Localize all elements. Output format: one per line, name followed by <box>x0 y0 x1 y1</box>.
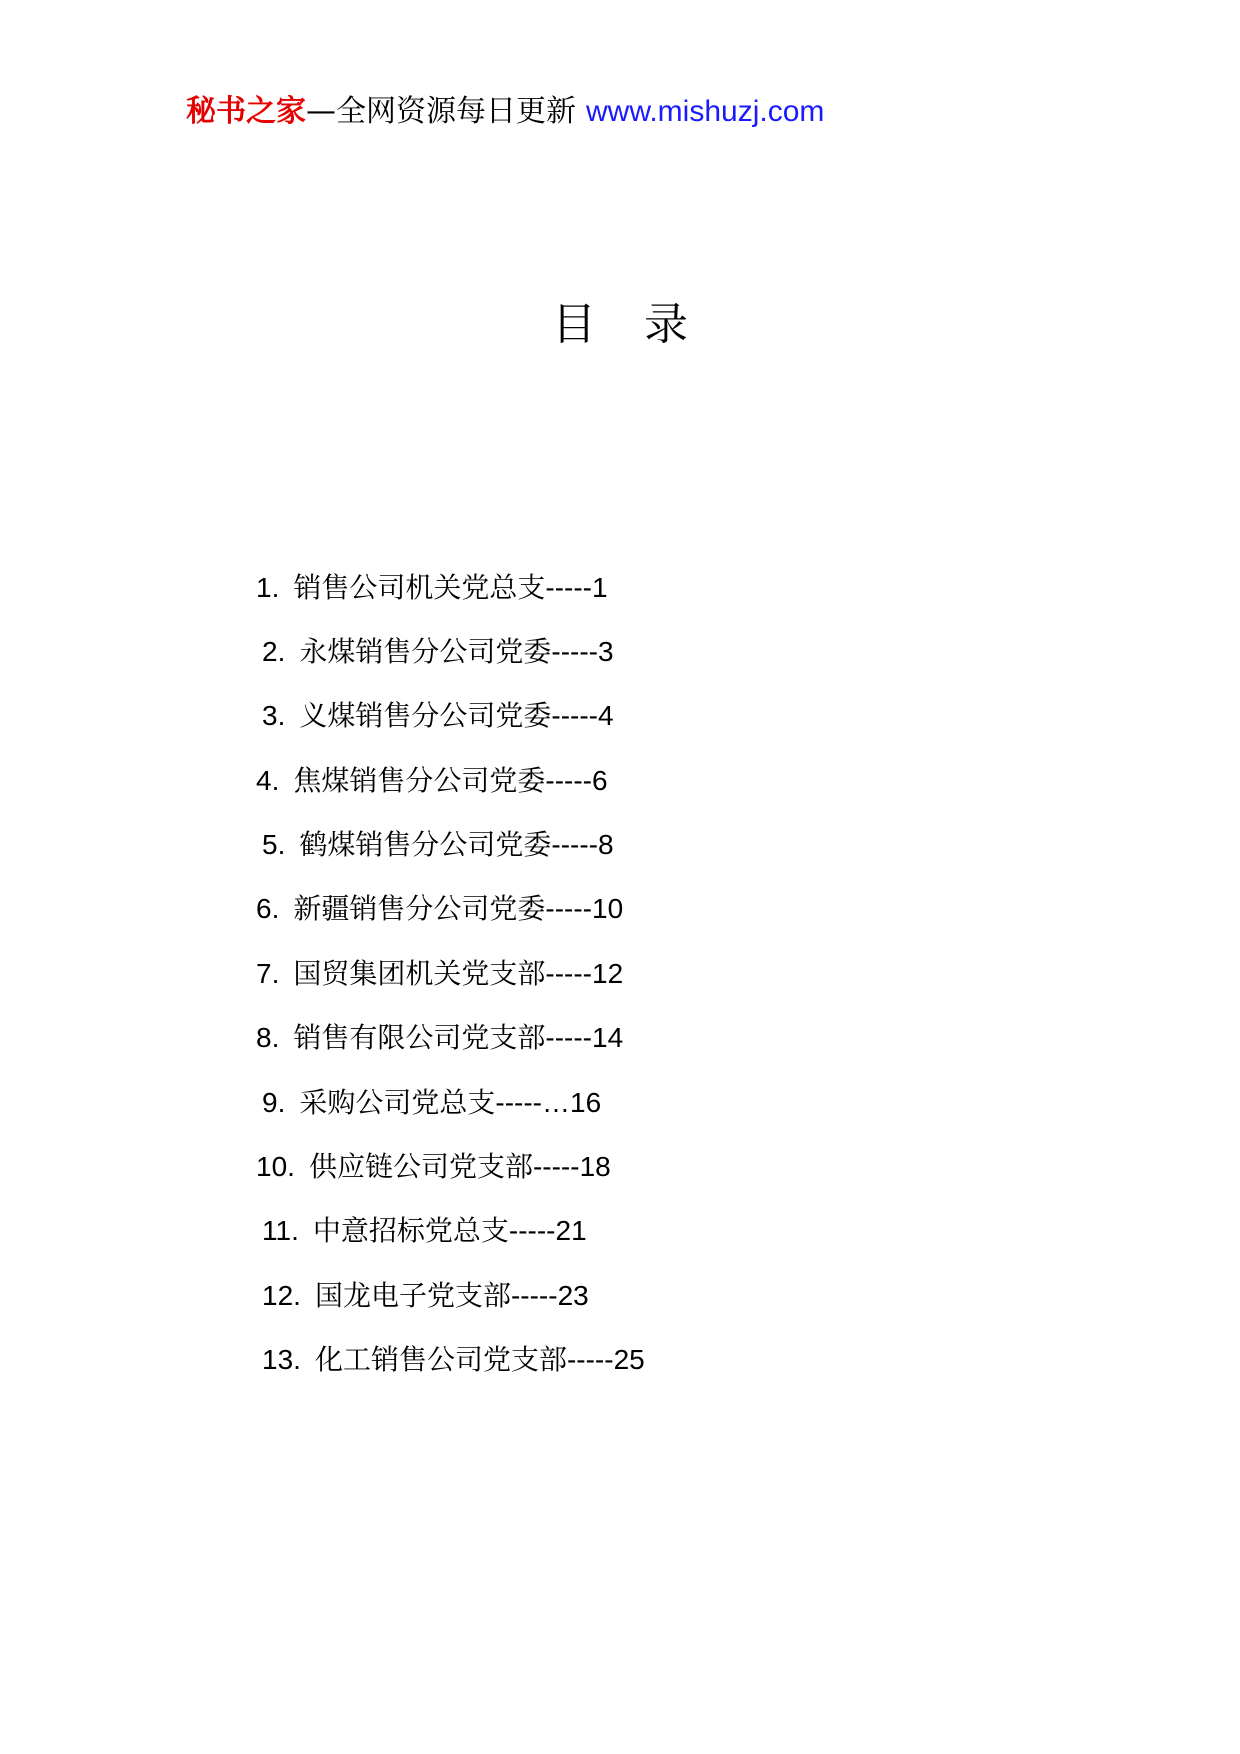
toc-number: 1. <box>256 572 280 603</box>
toc-entry[interactable] <box>262 634 614 670</box>
toc-number: 10. <box>256 1151 295 1182</box>
toc-page-number: 12 <box>592 958 624 989</box>
toc-number: 6. <box>256 893 280 924</box>
toc-leader: -----… <box>495 1087 570 1118</box>
toc-leader: ----- <box>545 958 592 989</box>
title-char-1: 目 <box>552 299 596 350</box>
toc-page-number: 4 <box>598 700 614 731</box>
page-title <box>0 297 1240 353</box>
toc-title: 义煤销售分公司党委 <box>299 699 552 732</box>
toc-entry[interactable] <box>262 1213 587 1249</box>
toc-title: 国龙电子党支部 <box>314 1279 511 1312</box>
toc-page-number: 14 <box>592 1022 624 1053</box>
toc-number: 7. <box>256 958 280 989</box>
toc-title: 焦煤销售分公司党委 <box>293 764 546 797</box>
toc-title: 国贸集团机关党支部 <box>293 957 546 990</box>
toc-entry[interactable] <box>256 763 608 799</box>
toc-number: 9. <box>262 1087 286 1118</box>
toc-entry[interactable] <box>256 1020 623 1056</box>
toc-number: 2. <box>262 636 286 667</box>
toc-leader: ----- <box>545 893 592 924</box>
toc-leader: ----- <box>566 1344 614 1375</box>
toc-leader: ----- <box>545 572 592 603</box>
toc-leader: ----- <box>545 765 592 796</box>
toc-leader: ----- <box>551 636 598 667</box>
toc-number: 12. <box>262 1280 301 1311</box>
toc-title: 永煤销售分公司党委 <box>299 635 552 668</box>
toc-page-number: 6 <box>592 765 608 796</box>
toc-page-number: 21 <box>555 1215 587 1246</box>
toc-title: 鹤煤销售分公司党委 <box>299 828 552 861</box>
toc-leader: ----- <box>532 1151 580 1182</box>
toc-number: 3. <box>262 700 286 731</box>
toc-number: 11. <box>262 1215 299 1246</box>
toc-entry[interactable] <box>262 698 614 734</box>
toc-title: 中意招标党总支 <box>312 1214 509 1247</box>
toc-page-number: 1 <box>592 572 608 603</box>
toc-leader: ----- <box>545 1022 592 1053</box>
toc-entry[interactable] <box>256 956 623 992</box>
toc-leader: ----- <box>510 1280 558 1311</box>
toc-entry[interactable] <box>262 1278 589 1314</box>
toc-page-number: 16 <box>570 1087 602 1118</box>
toc-leader: ----- <box>508 1215 556 1246</box>
toc-leader: ----- <box>551 700 598 731</box>
toc-page-number: 3 <box>598 636 614 667</box>
toc-entry[interactable] <box>256 1149 611 1185</box>
toc-title: 供应链公司党支部 <box>308 1150 533 1183</box>
toc-page-number: 18 <box>579 1151 611 1182</box>
site-header <box>186 92 824 132</box>
toc-number: 4. <box>256 765 280 796</box>
toc-entry[interactable] <box>262 827 614 863</box>
toc-page-number: 8 <box>598 829 614 860</box>
toc-title: 化工销售公司党支部 <box>314 1343 567 1376</box>
brand-name: 秘书之家 <box>186 94 306 129</box>
toc-title: 销售有限公司党支部 <box>293 1021 546 1054</box>
toc-page-number: 25 <box>613 1344 645 1375</box>
site-url-link[interactable]: www.mishuzj.com <box>586 95 825 128</box>
toc-title: 采购公司党总支 <box>299 1086 496 1119</box>
toc-number: 13. <box>262 1344 301 1375</box>
toc-page-number: 10 <box>592 893 624 924</box>
toc-entry[interactable] <box>256 570 608 606</box>
title-char-2: 录 <box>644 299 688 350</box>
toc-number: 5. <box>262 829 286 860</box>
toc-page-number: 23 <box>557 1280 589 1311</box>
toc-leader: ----- <box>551 829 598 860</box>
header-tagline: —全网资源每日更新 <box>306 94 576 129</box>
toc-entry[interactable] <box>262 1085 601 1121</box>
toc-title: 新疆销售分公司党委 <box>293 892 546 925</box>
toc-entry[interactable] <box>262 1342 645 1378</box>
toc-title: 销售公司机关党总支 <box>293 571 546 604</box>
toc-entry[interactable] <box>256 891 623 927</box>
toc-number: 8. <box>256 1022 280 1053</box>
